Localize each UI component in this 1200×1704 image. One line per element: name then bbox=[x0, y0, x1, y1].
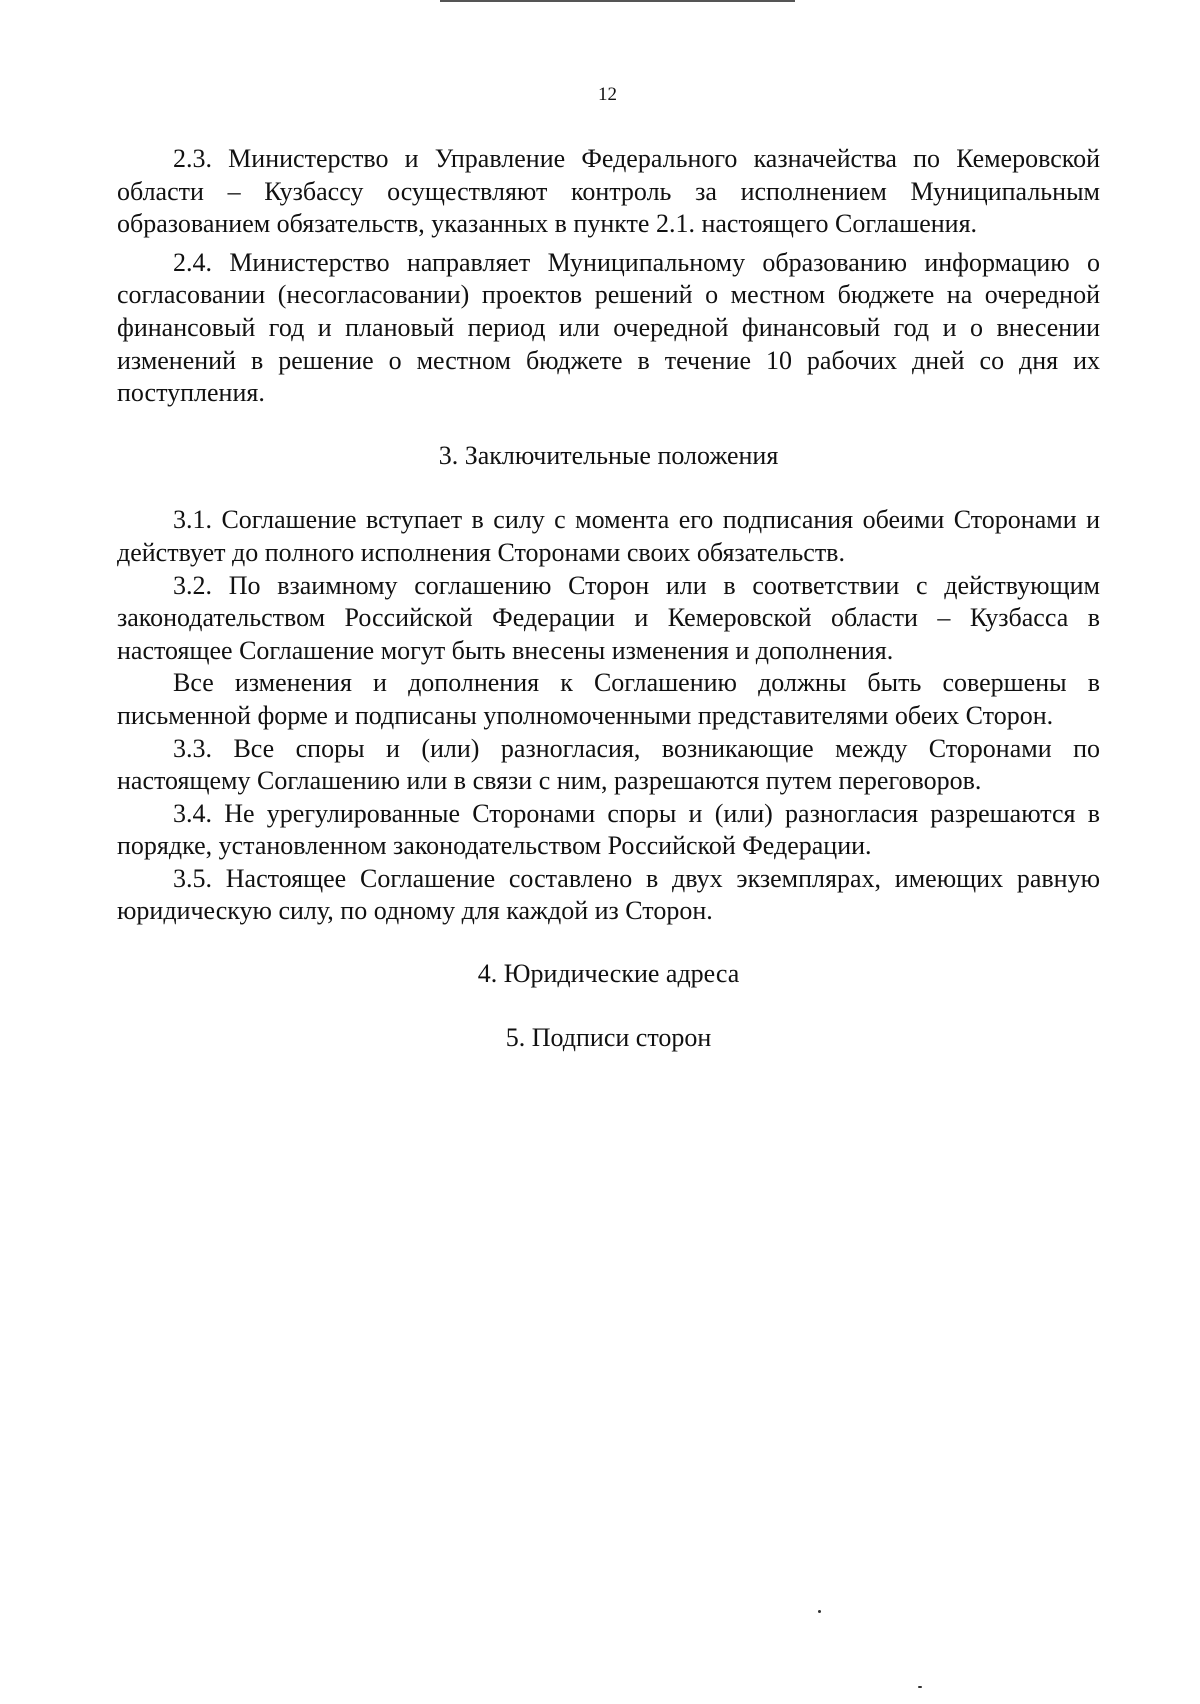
paragraph-3-2-continuation: Все изменения и дополнения к Соглашению должны быть совершены в письменной форме и подписаны уполномоченными представителями обеих Сторон. bbox=[117, 668, 1100, 730]
paragraph-3-2: 3.2. По взаимному соглашению Сторон или в соответствии с действующим законодательством Российской Федерации и Кемеровской области – Кузбасса в настоящее Соглашение могут быть внесены изменения и дополнения. bbox=[117, 570, 1100, 665]
paragraph-3-1: 3.1. Соглашение вступает в силу с момента его подписания обеими Сторонами и действует до полного исполнения Сторонами своих обязательств. bbox=[117, 505, 1100, 567]
document-body bbox=[117, 143, 1100, 1054]
top-border-line bbox=[440, 0, 795, 2]
section-heading-3: 3. Заключительные положения bbox=[438, 440, 779, 470]
scan-speck bbox=[918, 1686, 922, 1688]
scan-speck bbox=[818, 1610, 821, 1613]
paragraph-3-5: 3.5. Настоящее Соглашение составлено в двух экземплярах, имеющих равную юридическую силу, по одному для каждой из Сторон. bbox=[117, 863, 1100, 926]
paragraph-2-4: 2.4. Министерство направляет Муниципальному образованию информацию о согласовании (несогласовании) проектов решений о местном бюджете на очередной финансовый год и плановый период или очередной финансовый год и о внесении изменений в решение о местном бюджете в течение 10 рабочих дней со дня их поступления. bbox=[117, 247, 1100, 408]
section-heading-5: 5. Подписи сторон bbox=[505, 1022, 712, 1052]
paragraph-2-3: 2.3. Министерство и Управление Федерального казначейства по Кемеровской области – Кузбассу осуществляют контроль за исполнением Муниципальным образованием обязательств, указанных в пункте 2.1. настоящего Соглашения. bbox=[117, 144, 1100, 239]
paragraph-3-3: 3.3. Все споры и (или) разногласия, возникающие между Сторонами по настоящему Соглашению или в связи с ним, разрешаются путем переговоров. bbox=[117, 733, 1100, 796]
page-number: 12 bbox=[598, 84, 617, 105]
section-heading-4: 4. Юридические адреса bbox=[477, 959, 740, 989]
paragraph-3-4: 3.4. Не урегулированные Сторонами споры и (или) разногласия разрешаются в порядке, установленном законодательством Российской Федерации. bbox=[117, 798, 1100, 861]
